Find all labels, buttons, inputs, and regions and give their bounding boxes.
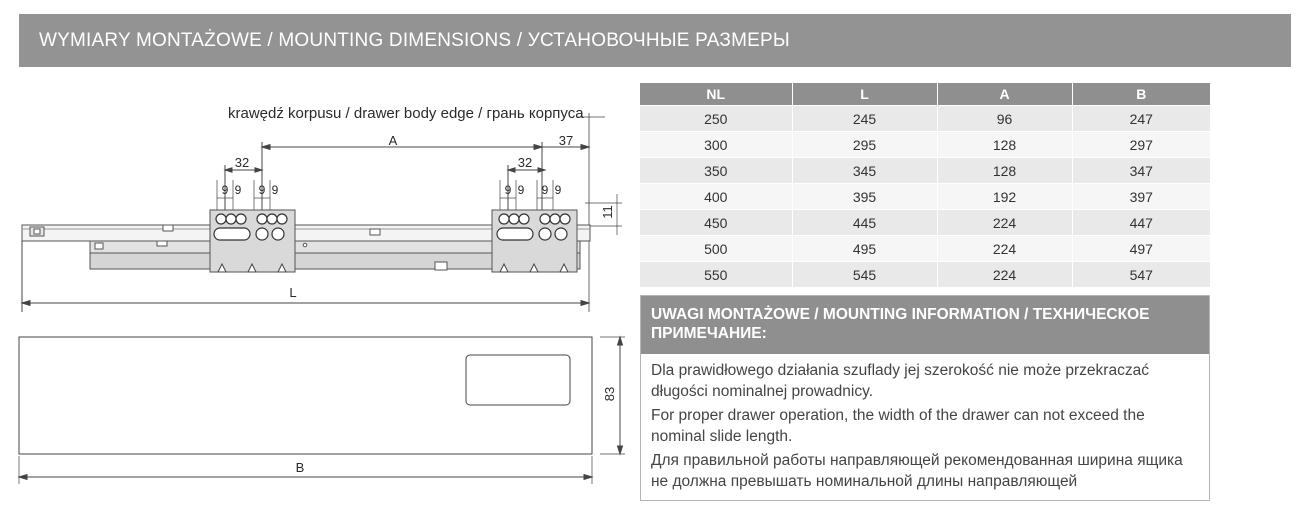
table-cell: 224 xyxy=(937,210,1072,236)
info-text-ru: Для правильной работы направляющей рекомендованная ширина ящика не должна превышать номинальной длины направляющей xyxy=(651,452,1183,490)
table-cell: 447 xyxy=(1072,210,1210,236)
table-row xyxy=(640,132,1210,158)
dim-b-label: B xyxy=(295,460,305,475)
table-cell: 250 xyxy=(640,106,792,132)
dim-9-label: 9 xyxy=(221,183,229,197)
dim-9-label: 9 xyxy=(234,183,242,197)
page-title: WYMIARY MONTAŻOWE / MOUNTING DIMENSIONS / УСТАНОВОЧНЫЕ РАЗМЕРЫ xyxy=(39,30,790,51)
edge-label: krawędź korpusu / drawer body edge / грань корпуса xyxy=(228,105,584,122)
table-cell: 547 xyxy=(1072,262,1210,288)
info-text-en: For proper drawer operation, the width of the drawer can not exceed the nominal slide length. xyxy=(651,407,1145,445)
table-cell: 96 xyxy=(937,106,1072,132)
column-header-b: B xyxy=(1072,83,1210,106)
table-row xyxy=(640,262,1210,288)
table-row xyxy=(640,210,1210,236)
table-cell: 445 xyxy=(792,210,937,236)
table-cell: 350 xyxy=(640,158,792,184)
table-cell: 192 xyxy=(937,184,1072,210)
dim-32-right-label: 32 xyxy=(517,155,533,170)
table-cell: 395 xyxy=(792,184,937,210)
dim-11-label: 11 xyxy=(600,205,615,219)
table-row xyxy=(640,158,1210,184)
table-cell: 500 xyxy=(640,236,792,262)
table-cell: 497 xyxy=(1072,236,1210,262)
table-cell: 545 xyxy=(792,262,937,288)
table-cell: 295 xyxy=(792,132,937,158)
dimensions-table xyxy=(640,83,1210,287)
dim-9-label: 9 xyxy=(541,183,549,197)
dim-9-label: 9 xyxy=(517,183,525,197)
table-cell: 345 xyxy=(792,158,937,184)
dim-9-label: 9 xyxy=(504,183,512,197)
table-cell: 224 xyxy=(937,236,1072,262)
table-row xyxy=(640,236,1210,262)
dim-9-label: 9 xyxy=(258,183,266,197)
table-cell: 450 xyxy=(640,210,792,236)
table-cell: 300 xyxy=(640,132,792,158)
info-title: UWAGI MONTAŻOWE / MOUNTING INFORMATION / ТЕХНИЧЕСКОЕ ПРИМЕЧАНИЕ: xyxy=(641,296,1209,354)
table-cell: 247 xyxy=(1072,106,1210,132)
table-cell: 495 xyxy=(792,236,937,262)
table-row xyxy=(640,106,1210,132)
column-header-a: A xyxy=(937,83,1072,106)
table-cell: 347 xyxy=(1072,158,1210,184)
mounting-drawing xyxy=(0,0,640,512)
dim-32-left-label: 32 xyxy=(234,155,250,170)
info-text-pl: Dla prawidłowego działania szuflady jej szerokość nie może przekraczać długości nominalnej prowadnicy. xyxy=(651,362,1149,400)
table-cell: 128 xyxy=(937,132,1072,158)
mounting-info-box xyxy=(640,295,1210,501)
table-header-row xyxy=(640,83,1210,106)
dim-83-label: 83 xyxy=(602,386,617,402)
table-cell: 128 xyxy=(937,158,1072,184)
table-row xyxy=(640,184,1210,210)
column-header-l: L xyxy=(792,83,937,106)
table-cell: 224 xyxy=(937,262,1072,288)
table-cell: 400 xyxy=(640,184,792,210)
table-cell: 397 xyxy=(1072,184,1210,210)
table-cell: 550 xyxy=(640,262,792,288)
column-header-nl: NL xyxy=(640,83,792,106)
table-cell: 297 xyxy=(1072,132,1210,158)
dim-l-label: L xyxy=(289,285,297,300)
table-cell: 245 xyxy=(792,106,937,132)
dim-a-label: A xyxy=(388,133,398,148)
dim-9-label: 9 xyxy=(271,183,279,197)
dim-9-label: 9 xyxy=(554,183,562,197)
dim-37-label: 37 xyxy=(558,133,574,148)
info-body xyxy=(641,354,1209,492)
